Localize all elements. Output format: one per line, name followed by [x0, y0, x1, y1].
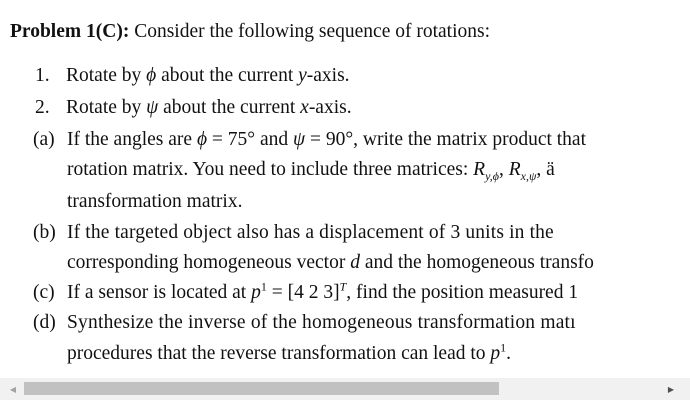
step-2-number: 2.: [35, 97, 50, 118]
part-a-R2: R: [508, 159, 521, 180]
part-d-l2-post: .: [506, 343, 512, 364]
problem-heading: [10, 20, 490, 44]
part-d-line-1: Synthesize the inverse of the homogeneous transformation matı: [67, 312, 576, 333]
scroll-left-arrow-icon[interactable]: ◀: [9, 384, 17, 394]
step-2-end: -axis.: [308, 97, 352, 118]
part-a-R1: R: [473, 159, 486, 180]
horizontal-scrollbar[interactable]: [0, 378, 690, 400]
part-c-T: T: [339, 279, 347, 294]
part-b-label: (b): [33, 222, 56, 243]
scroll-right-arrow-icon[interactable]: ▶: [667, 384, 675, 394]
part-a-l2-pre: rotation matrix. You need to include three matrices:: [67, 159, 474, 180]
part-d-p: p: [490, 343, 501, 364]
problem-heading-label: Problem 1(C):: [10, 21, 130, 42]
part-c-post: , find the position measured 1: [346, 282, 579, 303]
step-1-angle: ϕ: [146, 65, 157, 86]
step-2-angle: ψ: [146, 97, 159, 118]
part-a-line-3: transformation matrix.: [67, 191, 243, 212]
part-c-sup: 1: [260, 279, 267, 294]
part-a-l1-pre: If the angles are: [67, 129, 197, 150]
part-a-sub1: y,ϕ: [485, 168, 499, 183]
step-1-post: about the current: [156, 65, 299, 86]
part-d-l2-pre: procedures that the reverse transformation can lead to: [67, 343, 491, 364]
step-1-axis: y: [298, 65, 307, 86]
part-c-label: (c): [33, 282, 55, 303]
part-c-mid: = [4 2 3]: [266, 282, 340, 303]
part-a-phi: ϕ: [196, 129, 208, 150]
part-c-p: p: [251, 282, 261, 303]
part-b-line-2: [67, 251, 594, 275]
part-d-line-2: [67, 342, 511, 366]
part-a-l1-eq1: = 75° and: [207, 129, 293, 150]
step-2-axis: x: [300, 97, 309, 118]
part-d-sup: 1: [500, 340, 507, 355]
step-1-end: -axis.: [306, 65, 350, 86]
part-a-psi: ψ: [292, 129, 306, 150]
step-1-pre: Rotate by: [66, 65, 147, 86]
part-a-l1-eq2: = 90°, write the matrix product that: [305, 129, 587, 150]
step-1-number: 1.: [35, 65, 50, 86]
part-c-pre: If a sensor is located at: [67, 282, 252, 303]
part-b-l2-pre: corresponding homogeneous vector: [67, 252, 351, 273]
part-a-line-2: [67, 158, 555, 182]
part-b-l2-post: and the homogeneous transfo: [359, 252, 594, 273]
step-1-text: [66, 64, 350, 88]
part-a-sub2: x,ψ: [520, 168, 537, 183]
part-b-d: d: [350, 252, 360, 273]
part-a-sep: ,: [498, 159, 509, 180]
part-c-line: [67, 281, 578, 305]
bottom-margin: [0, 400, 690, 415]
part-a-l2-tail: , ä: [536, 159, 555, 180]
part-d-label: (d): [33, 312, 56, 333]
part-a-line-1: [67, 128, 586, 152]
part-a-label: (a): [33, 129, 55, 150]
step-2-pre: Rotate by: [66, 97, 147, 118]
problem-heading-text: Consider the following sequence of rotations:: [129, 21, 491, 42]
part-b-line-1: If the targeted object also has a displacement of 3 units in the: [67, 222, 554, 243]
scrollbar-thumb[interactable]: [24, 382, 499, 395]
step-2-post: about the current: [158, 97, 301, 118]
step-2-text: [66, 96, 352, 120]
